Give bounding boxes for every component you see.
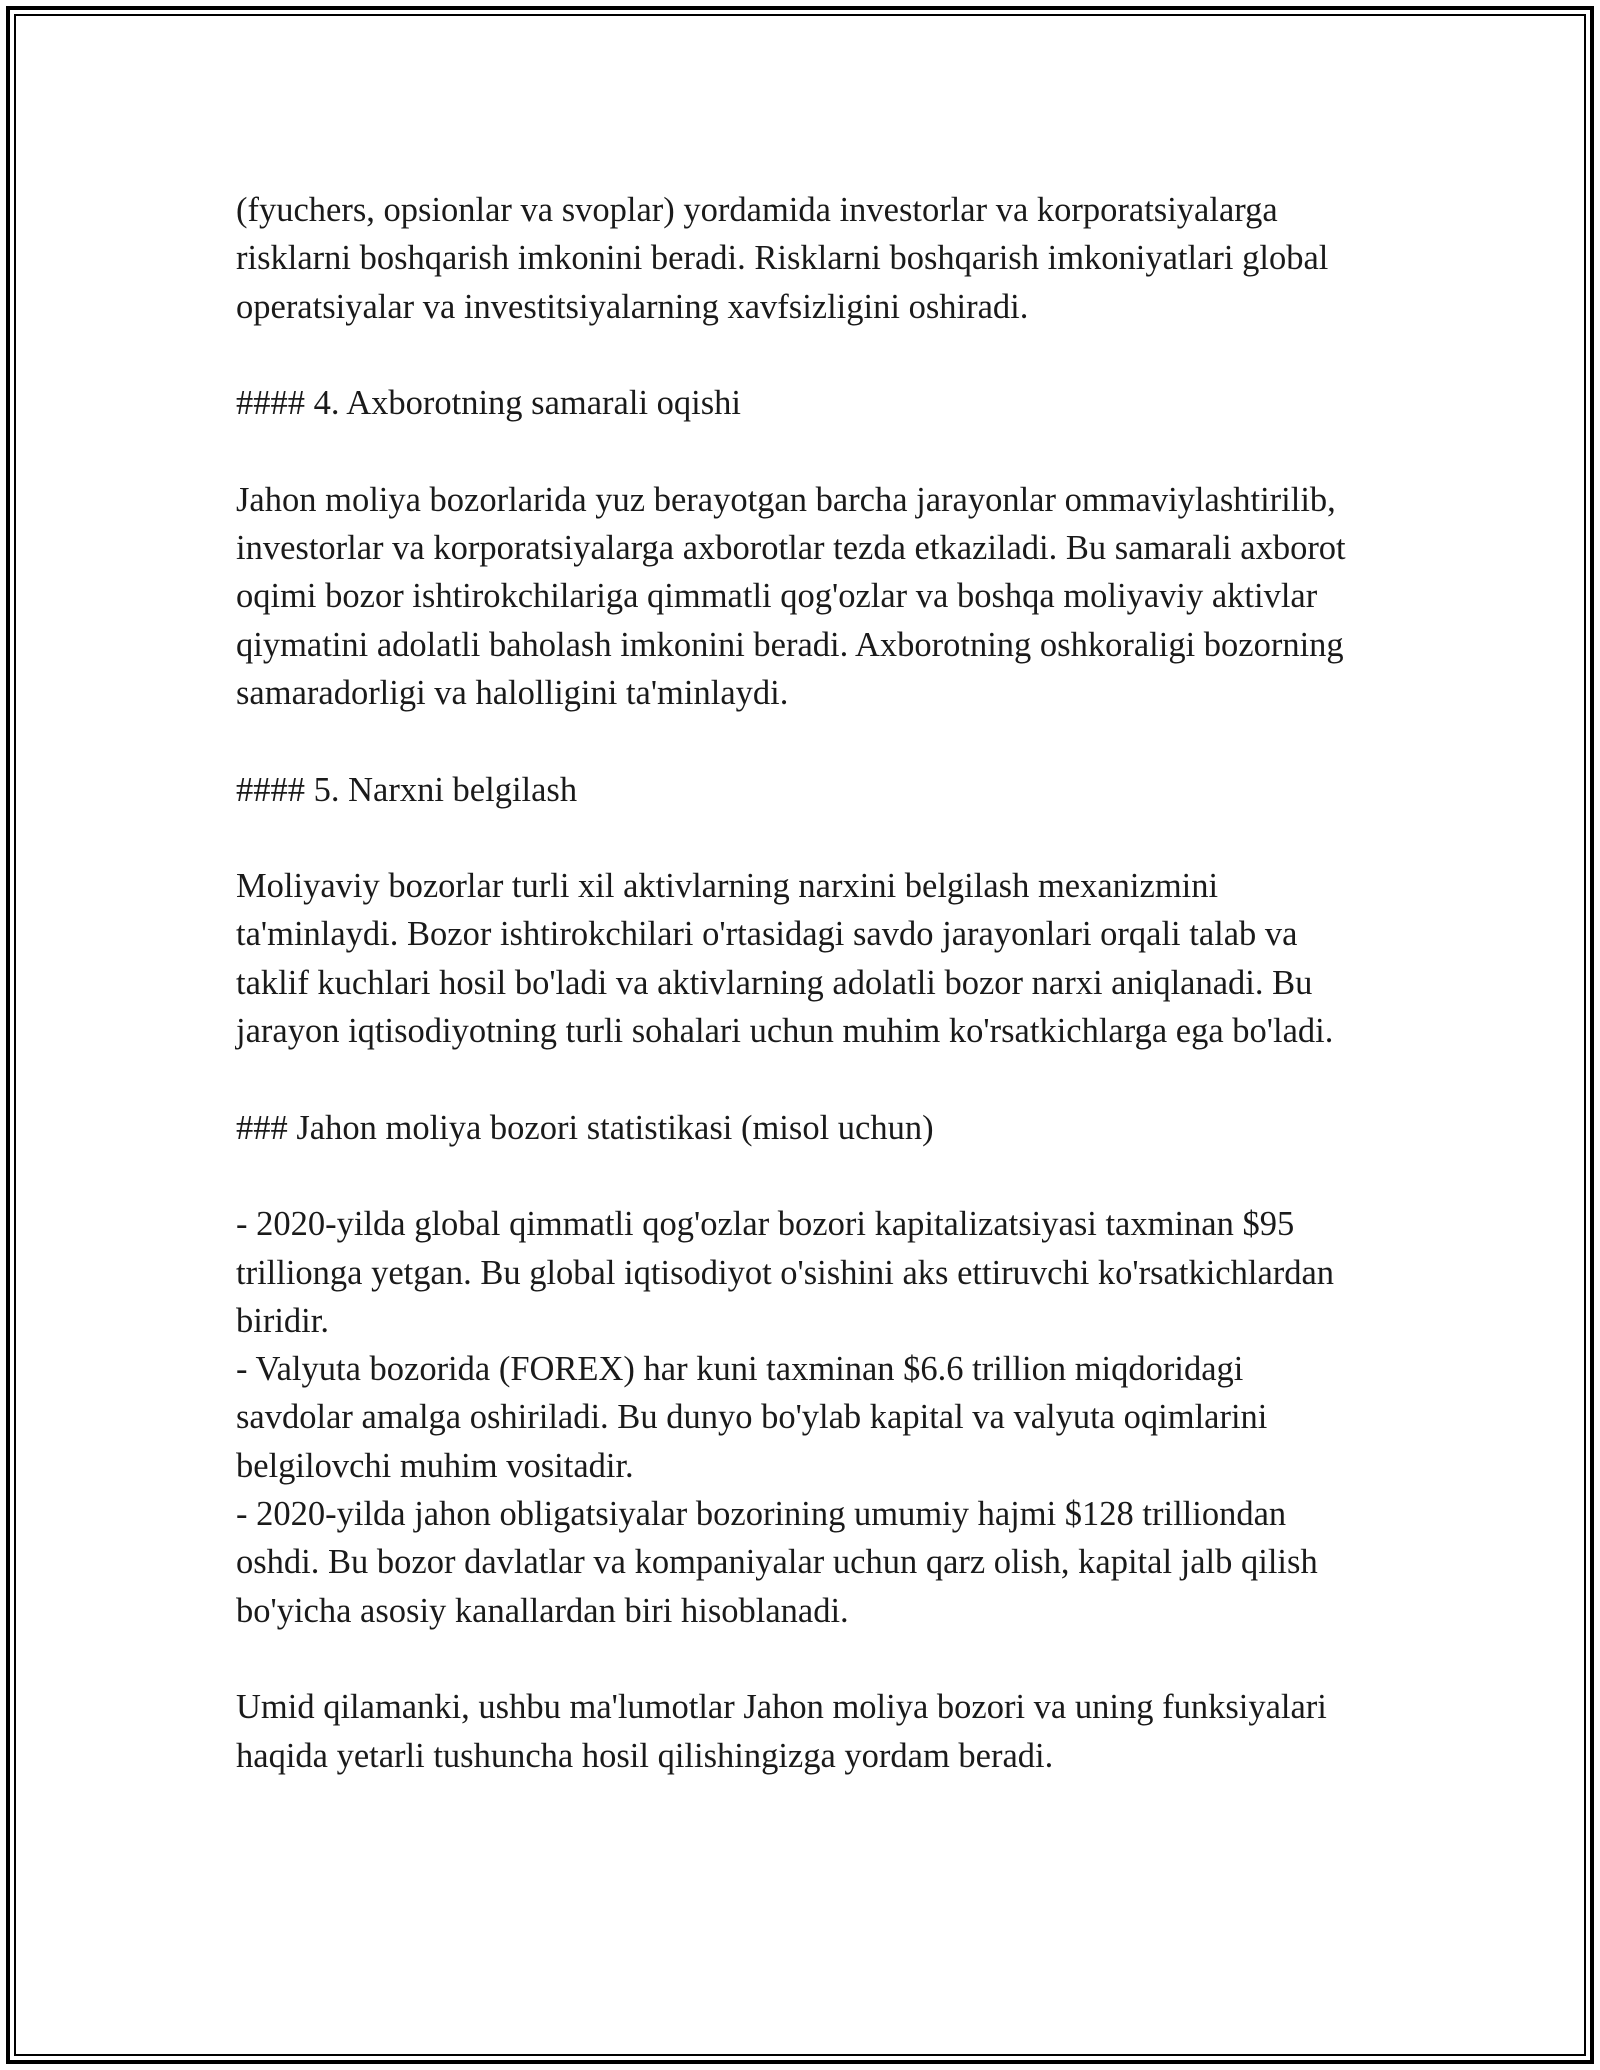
document-body [236,186,1366,1780]
list-item: - 2020-yilda jahon obligatsiyalar bozorining umumiy hajmi $128 trilliondan oshdi. Bu bozor davlatlar va kompaniyalar uchun qarz olish, kapital jalb qilish bo'yicha asosiy kanallardan biri hisoblanadi. [236,1495,1318,1630]
statistics-list [236,1200,1366,1635]
paragraph-closing: Umid qilamanki, ushbu ma'lumotlar Jahon moliya bozori va uning funksiyalari haqida yetarli tushuncha hosil qilishingizga yordam beradi. [236,1688,1327,1775]
heading-price-setting: #### 5. Narxni belgilash [236,770,578,809]
paragraph-risk-management: (fyuchers, opsionlar va svoplar) yordamida investorlar va korporatsiyalarga risklarni boshqarish imkonini beradi. Risklarni boshqarish imkoniyatlari global operatsiyalar va investitsiyalarning xavfsizligini oshiradi. [236,191,1329,326]
paragraph-price-setting: Moliyaviy bozorlar turli xil aktivlarning narxini belgilash mexanizmini ta'minlaydi. Bozor ishtirokchilari o'rtasidagi savdo jarayonlari orqali talab va taklif kuchlari hosil bo'ladi va aktivlarning adolatli bozor narxi aniqlanadi. Bu jarayon iqtisodiyotning turli sohalari uchun muhim ko'rsatkichlarga ega bo'ladi. [236,867,1334,1051]
list-item: - 2020-yilda global qimmatli qog'ozlar bozori kapitalizatsiyasi taxminan $95 trillionga yetgan. Bu global iqtisodiyot o'sishini aks ettiruvchi ko'rsatkichlardan biridir. [236,1205,1335,1340]
heading-information-flow: #### 4. Axborotning samarali oqishi [236,384,742,423]
list-item: - Valyuta bozorida (FOREX) har kuni taxminan $6.6 trillion miqdoridagi savdolar amalga oshiriladi. Bu dunyo bo'ylab kapital va valyuta oqimlarini belgilovchi muhim vositadir. [236,1350,1268,1485]
heading-statistics: ### Jahon moliya bozori statistikasi (misol uchun) [236,1108,934,1147]
paragraph-information-flow: Jahon moliya bozorlarida yuz berayotgan barcha jarayonlar ommaviylashtirilib, investorlar va korporatsiyalarga axborotlar tezda etkaziladi. Bu samarali axborot oqimi bozor ishtirokchilariga qimmatli qog'ozlar va boshqa moliyaviy aktivlar qiymatini adolatli baholash imkonini beradi. Axborotning oshkoraligi bozorning samaradorligi va halolligini ta'minlaydi. [236,480,1346,712]
